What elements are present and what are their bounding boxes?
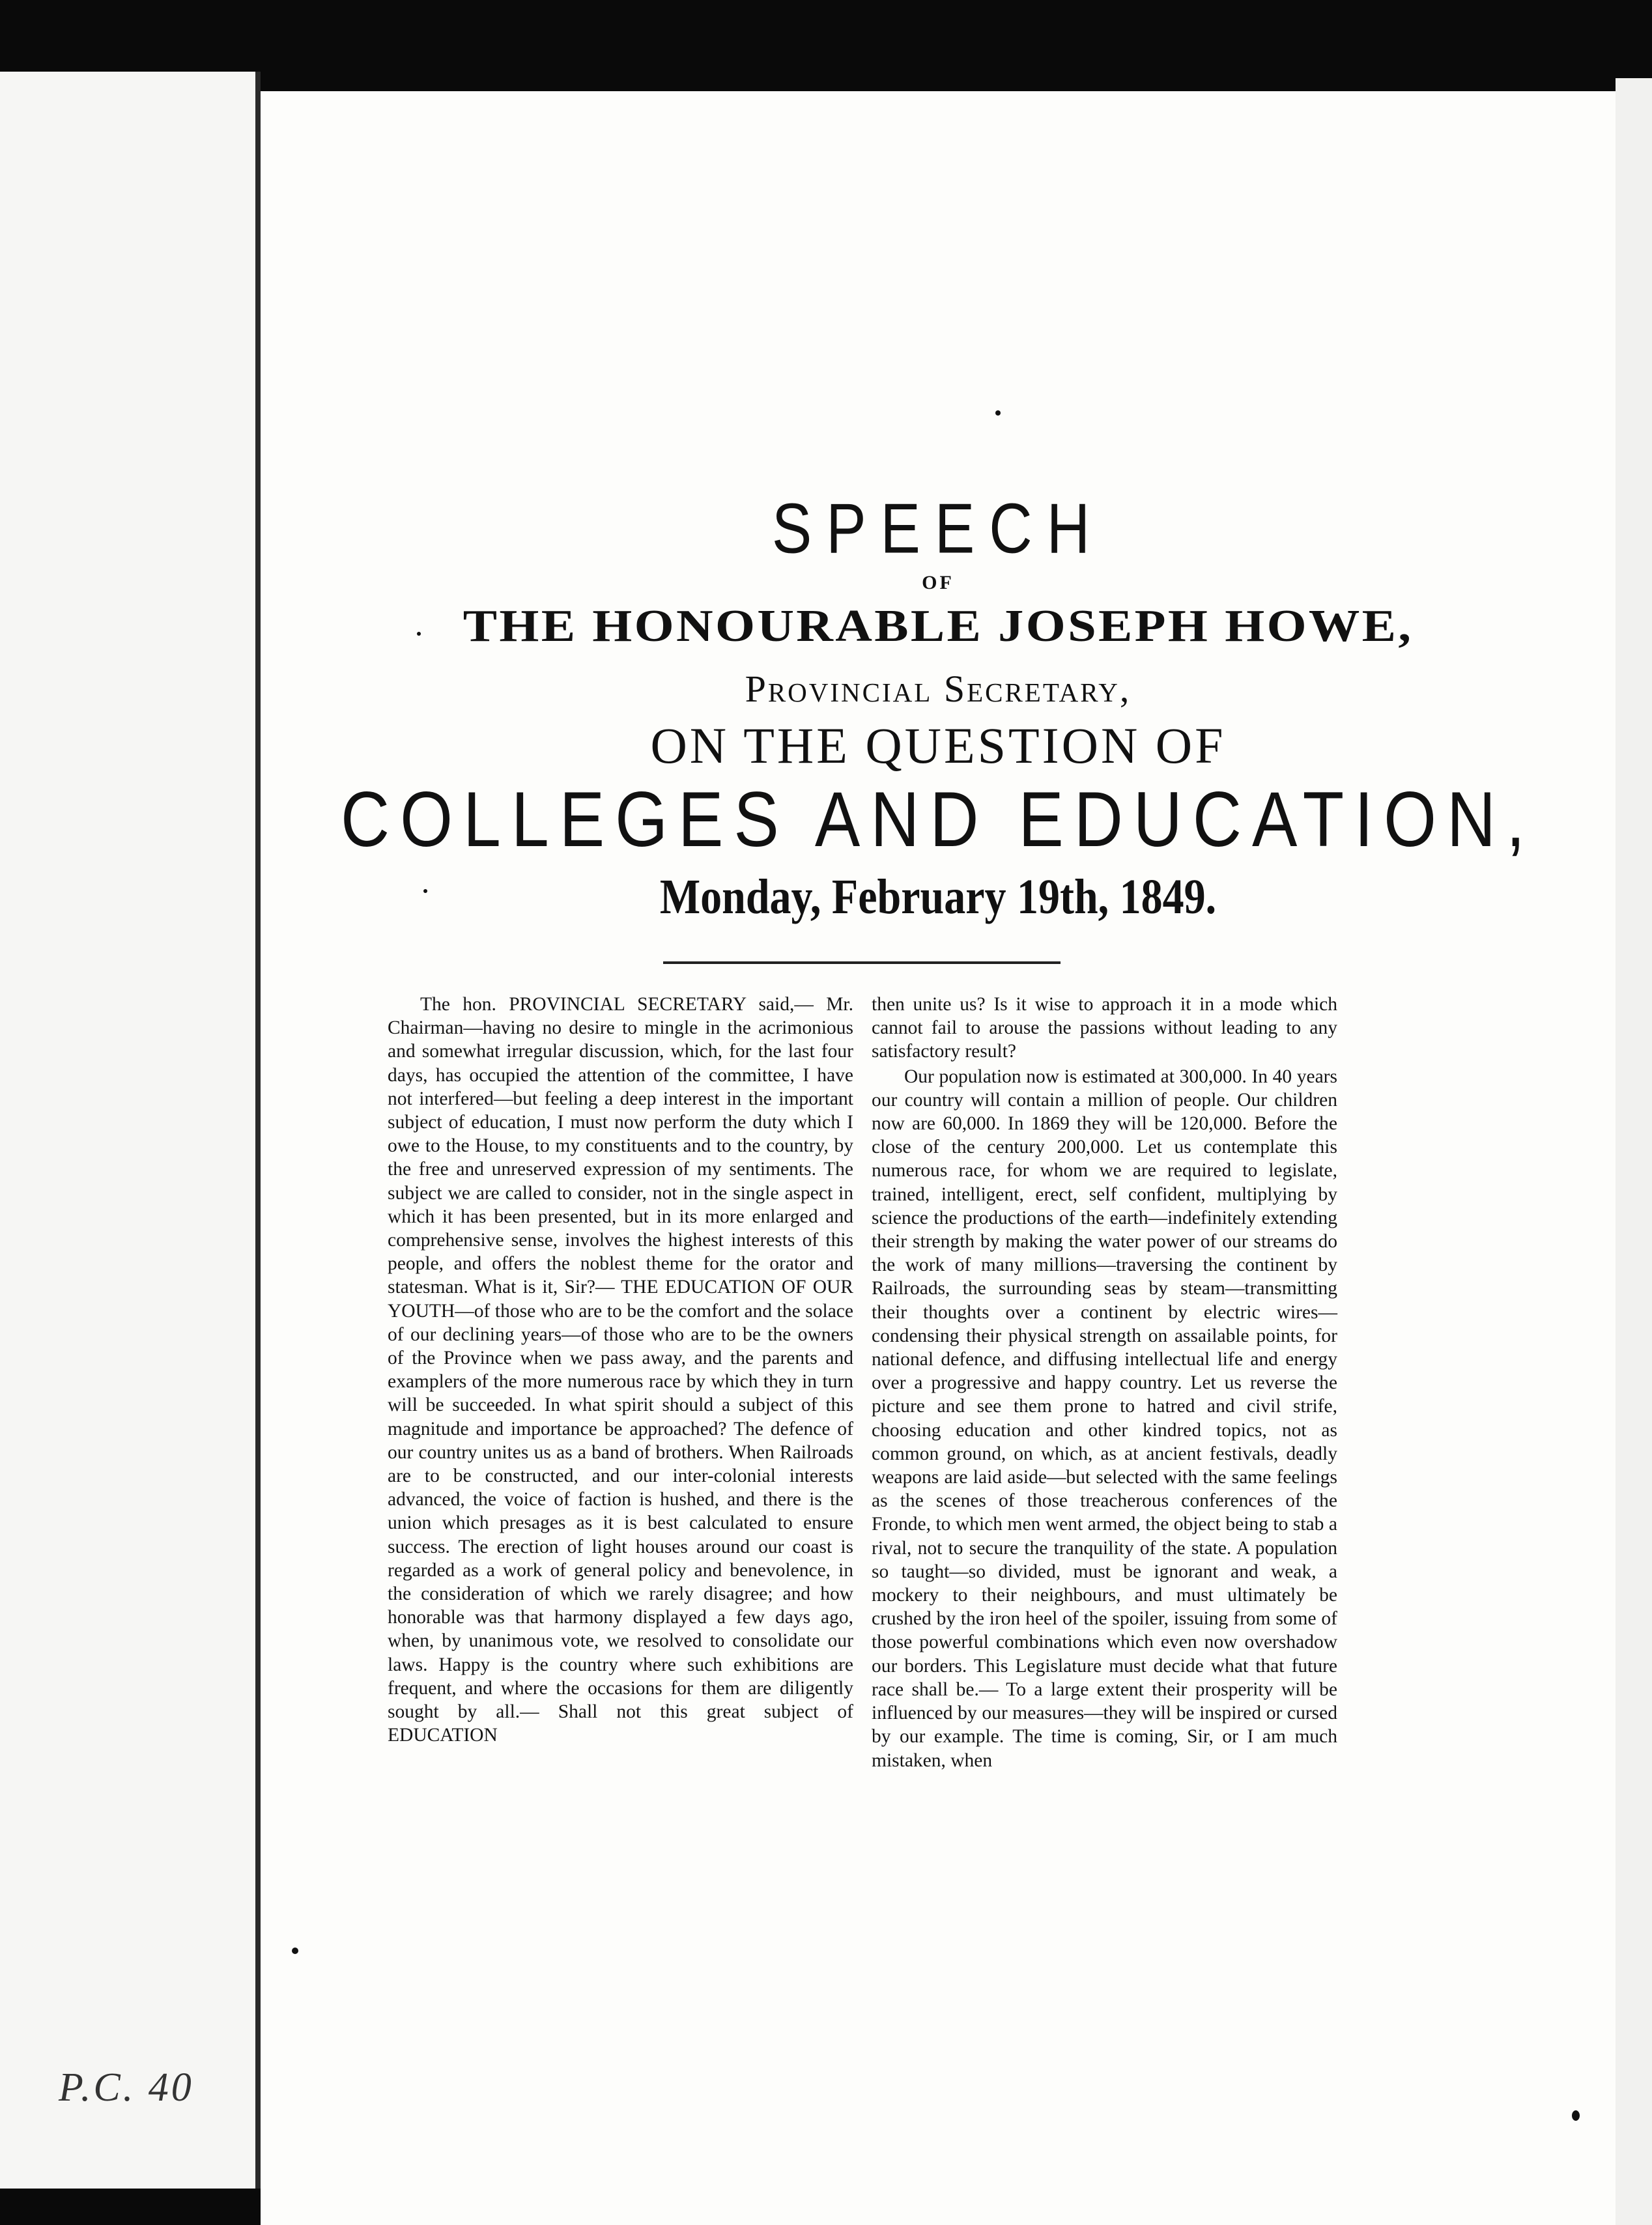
speaker-name: THE HONOURABLE JOSEPH HOWE,	[463, 601, 1414, 651]
page-title: SPEECH	[771, 489, 1105, 569]
facing-blank-page	[0, 72, 255, 2189]
paragraph: The hon. PROVINCIAL SECRETARY said,— Mr. Chairman—having no desire to mingle in the acrimonious and somewhat irregular discussion, which, for the last four days, has occupied the attention of the committee, I have not interfered—but feeling a deep interest in the important subject of education, I must now perform the duty which I owe to the House, to my constituents and to the country, by the free and unreserved expression of my sentiments. The subject we are called to consider, not in the single aspect in which it has been presented, but in its more enlarged and comprehensive sense, involves the highest interests of this people, and offers the noblest theme for the orator and statesman. What is it, Sir?— THE EDUCATION OF OUR YOUTH—of those who are to be the comfort and the solace of our declining years—of those who are to be the owners of the Province when we pass away, and the parents and examplers of the more numerous race by which they in turn will be succeeded. In what spirit should a subject of this magnitude and importance be approached? The defence of our country unites us as a band of brothers. When Railroads are to be constructed, and our inter-colonial interests advanced, the voice of faction is hushed, and there is the union which presages as it is best calculated to ensure success. The erection of light houses around our coast is regarded as a work of general policy and benevolence, in the consideration of which we rarely disagree; and how honorable was that harmony displayed a few days ago, when, by unanimous vote, we resolved to consolidate our laws. Happy is the country where such exhibitions are frequent, and where the occasions for them are diligently sought by all.— Shall not this great subject of EDUCATION	[388, 994, 853, 1746]
subject-line: COLLEGES AND EDUCATION,	[341, 776, 1535, 864]
date-line: Monday, February 19th, 1849.	[659, 870, 1217, 925]
divider-rule	[663, 961, 1061, 964]
text-column-left	[388, 993, 853, 1748]
text-column-right	[872, 993, 1337, 1772]
speck	[995, 410, 1001, 416]
paragraph: Our population now is estimated at 300,000. In 40 years our country will contain a million of people. Our children now are 60,000. In 1869 they will be 120,000. Before the close of the century 200,000. Let us contemplate this numerous race, for whom we are required to legislate, trained, intelligent, erect, self confident, multiplying by science the productions of the earth—indefinitely extending their strength by making the water power of our streams do the work of many millions—traversing the continent by Railroads, the surrounding seas by steam—transmitting their thoughts over a continent by electric wires—condensing their physical strength on assailable points, for national defence, and diffusing intellectual life and energy over a progressive and happy country. Let us reverse the picture and see them prone to hatred and civil strife, choosing education and other kindred topics, not as common ground, on which, as at ancient festivals, deadly weapons are laid aside—but selected with the same feelings as the scenes of those treacherous conferences of the Fronde, to which men went armed, the object being to stab a rival, not to secure the tranquility of the state. A population so taught—so divided, must be ignorant and weak, a mockery to their neighbours, and must ultimately be crushed by the iron heel of the spoiler, issuing from some of those powerful combinations which even now overshadow our borders. This Legislature must decide what that future race shall be.— To a large extent their prosperity will be influenced by our measures—they will be inspired or cursed by our example. The time is coming, Sir, or I am much mistaken, when	[872, 1066, 1337, 1771]
page-gutter	[255, 72, 261, 2189]
speck	[292, 1948, 298, 1954]
of-line: OF	[922, 572, 954, 593]
speck	[1572, 2110, 1580, 2121]
speaker-office: Provincial Secretary,	[745, 668, 1132, 710]
page-edge	[1616, 78, 1652, 2225]
paragraph: then unite us? Is it wise to approach it in a mode which cannot fail to arouse the passions without leading to any satisfactory result?	[872, 994, 1337, 1062]
shelfmark: P.C. 40	[59, 2065, 194, 2110]
question-line: ON THE QUESTION OF	[650, 717, 1226, 774]
